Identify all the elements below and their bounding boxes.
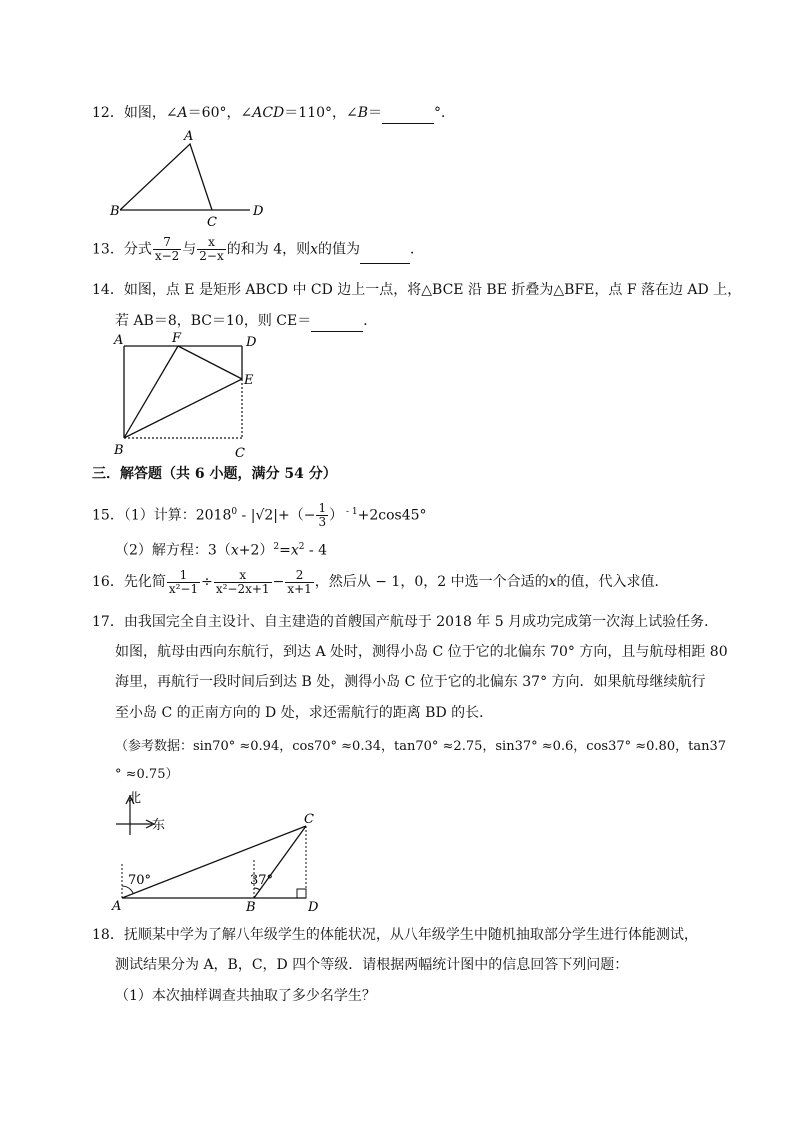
question-text: 若 AB＝8，BC＝10，则 CE＝: [115, 313, 312, 329]
label-d: D: [253, 204, 264, 219]
question-17: [92, 612, 718, 632]
exponent: 2: [298, 542, 305, 552]
question-text: - 4: [304, 542, 328, 559]
question-12: [92, 103, 455, 124]
triangle-figure: [108, 128, 268, 228]
fraction-numerator: x: [197, 236, 225, 250]
reference-data-line2: ° ≈0.75）: [115, 767, 179, 782]
question-text: °．: [434, 105, 456, 121]
section-heading: 三．解答题（共 6 小题，满分 54 分）: [92, 466, 337, 482]
question-text: - |: [237, 507, 256, 524]
question-13: [92, 236, 424, 264]
navigation-figure: [108, 790, 338, 915]
fraction-denominator: x−2: [154, 249, 180, 263]
variable-x: x: [548, 574, 557, 590]
variable-x: x: [310, 241, 319, 258]
question-number: 16．: [92, 574, 124, 590]
triangle-sides: [120, 144, 212, 210]
reference-data-line1: （参考数据：sin70° ≈0.94，cos70° ≈0.34，tan70° ≈2.75，sin37° ≈0.6，cos37° ≈0.80，tan37: [115, 739, 726, 754]
label-f: F: [172, 331, 182, 346]
label-angle-37: 37°: [250, 873, 274, 888]
question-15-part2: [115, 537, 327, 561]
angle-b: ∠B: [346, 105, 369, 121]
fraction-1: [153, 236, 181, 263]
label-a: A: [112, 899, 122, 914]
question-text: ＝60°，: [187, 105, 241, 121]
fraction-denominator: 3: [318, 515, 327, 530]
segment-fe: [178, 346, 242, 379]
label-b: B: [114, 443, 124, 458]
sqrt-term: √2: [255, 507, 274, 524]
label-north: 北: [128, 791, 142, 806]
question-text: 的和为 4，则: [226, 241, 311, 258]
label-angle-70: 70°: [128, 873, 152, 888]
question-18-line2: 测试结果分为 A，B，C，D 四个等级．请根据两幅统计图中的信息回答下列问题：: [115, 957, 629, 973]
fraction-2: [197, 236, 225, 263]
label-a: A: [184, 129, 194, 144]
fraction-denominator: x²−1: [168, 581, 199, 596]
label-east: 东: [152, 818, 166, 833]
fraction-one-third: [316, 502, 328, 529]
answer-blank: [360, 237, 410, 264]
minus-sign: −: [272, 574, 285, 590]
label-c: C: [207, 215, 217, 228]
question-number: 18．: [92, 927, 124, 943]
question-number: 12．: [92, 105, 124, 121]
label-b: B: [110, 204, 120, 219]
question-text: （1）计算：2018: [123, 507, 232, 524]
label-d: D: [308, 900, 319, 915]
angle-a: ∠A: [165, 105, 188, 121]
angle-arc-b: [254, 888, 260, 890]
divide-sign: ÷: [201, 574, 213, 590]
question-text: ．: [363, 313, 378, 329]
question-text: =: [279, 542, 291, 559]
fraction-denominator: 2−x: [199, 249, 224, 263]
exponent: 0: [231, 507, 238, 517]
question-text: 先化简: [123, 574, 166, 590]
question-18: [92, 925, 698, 945]
question-text: 的值为: [318, 241, 361, 258]
question-text: 由我国完全自主设计、自主建造的首艘国产航母于 2018 年 5 月成功完成第一次海上试验任务．: [123, 614, 719, 630]
question-text: 如图，: [123, 105, 166, 121]
question-number: 15．: [92, 507, 124, 524]
question-text: ＝110°，: [284, 105, 347, 121]
question-text: ＝: [368, 105, 383, 121]
question-14-line2: [115, 311, 377, 332]
question-text: ）: [329, 507, 344, 524]
answer-blank: [311, 311, 363, 332]
question-15-part1: [92, 500, 427, 529]
variable-x: x: [290, 542, 299, 559]
label-b: B: [246, 900, 256, 915]
fraction-2: [214, 569, 272, 596]
question-text: 与: [182, 241, 197, 258]
question-number: 14．: [92, 282, 124, 298]
variable-x: x: [230, 542, 239, 559]
question-text: 分式: [123, 241, 152, 258]
question-text: ，然后从 − 1，0，2 中选一个合适的: [314, 574, 549, 590]
question-16: [92, 567, 669, 597]
question-text: +2）: [238, 542, 274, 559]
exponent: 2: [273, 542, 280, 552]
question-14: [92, 280, 741, 300]
question-number: 17．: [92, 614, 124, 630]
question-text: +2cos45°: [357, 507, 427, 524]
label-d: D: [246, 335, 257, 350]
question-text: 抚顺某中学为了解八年级学生的体能状况，从八年级学生中随机抽取部分学生进行体能测试，: [123, 927, 698, 943]
question-18-sub1: （1）本次抽样调查共抽取了多少名学生？: [115, 988, 376, 1004]
fraction-numerator: 2: [285, 569, 313, 583]
fraction-numerator: 1: [167, 569, 200, 583]
right-angle-marker: [297, 889, 306, 898]
question-text: ．: [410, 241, 425, 258]
label-e: E: [244, 373, 254, 388]
fraction-numerator: 7: [153, 236, 181, 250]
fraction-3: [285, 569, 313, 596]
question-17-line2: 如图，航母由西向东航行，到达 A 处时，测得小岛 C 位于它的北偏东 70° 方向，且与航母相距 80: [115, 644, 728, 660]
label-c: C: [304, 812, 314, 827]
exponent: - 1: [343, 507, 358, 517]
fraction-numerator: x: [214, 569, 272, 583]
angle-acd: ∠ACD: [240, 105, 285, 121]
question-text: 如图，点 E 是矩形 ABCD 中 CD 边上一点，将△BCE 沿 BE 折叠为△BFE，点 F 落在边 AD 上，: [123, 282, 742, 298]
question-text: |+（−: [273, 507, 316, 524]
question-text: （2）解方程：3（: [115, 542, 231, 559]
question-text: 的值，代入求值．: [556, 574, 669, 590]
fraction-denominator: x+1: [287, 581, 312, 596]
rectangle-figure: [110, 330, 270, 460]
question-number: 13．: [92, 241, 124, 258]
label-c: C: [235, 446, 245, 460]
question-17-line4: 至小岛 C 的正南方向的 D 处，求还需航行的距离 BD 的长．: [115, 705, 494, 721]
fraction-1: [167, 569, 200, 596]
label-a: A: [114, 333, 124, 348]
fraction-denominator: x²−2x+1: [215, 581, 270, 596]
question-17-line3: 海里，再航行一段时间后到达 B 处，测得小岛 C 位于它的北偏东 37° 方向．如果航母继续航行: [115, 674, 706, 690]
fraction-numerator: 1: [318, 501, 327, 516]
answer-blank: [382, 103, 434, 124]
